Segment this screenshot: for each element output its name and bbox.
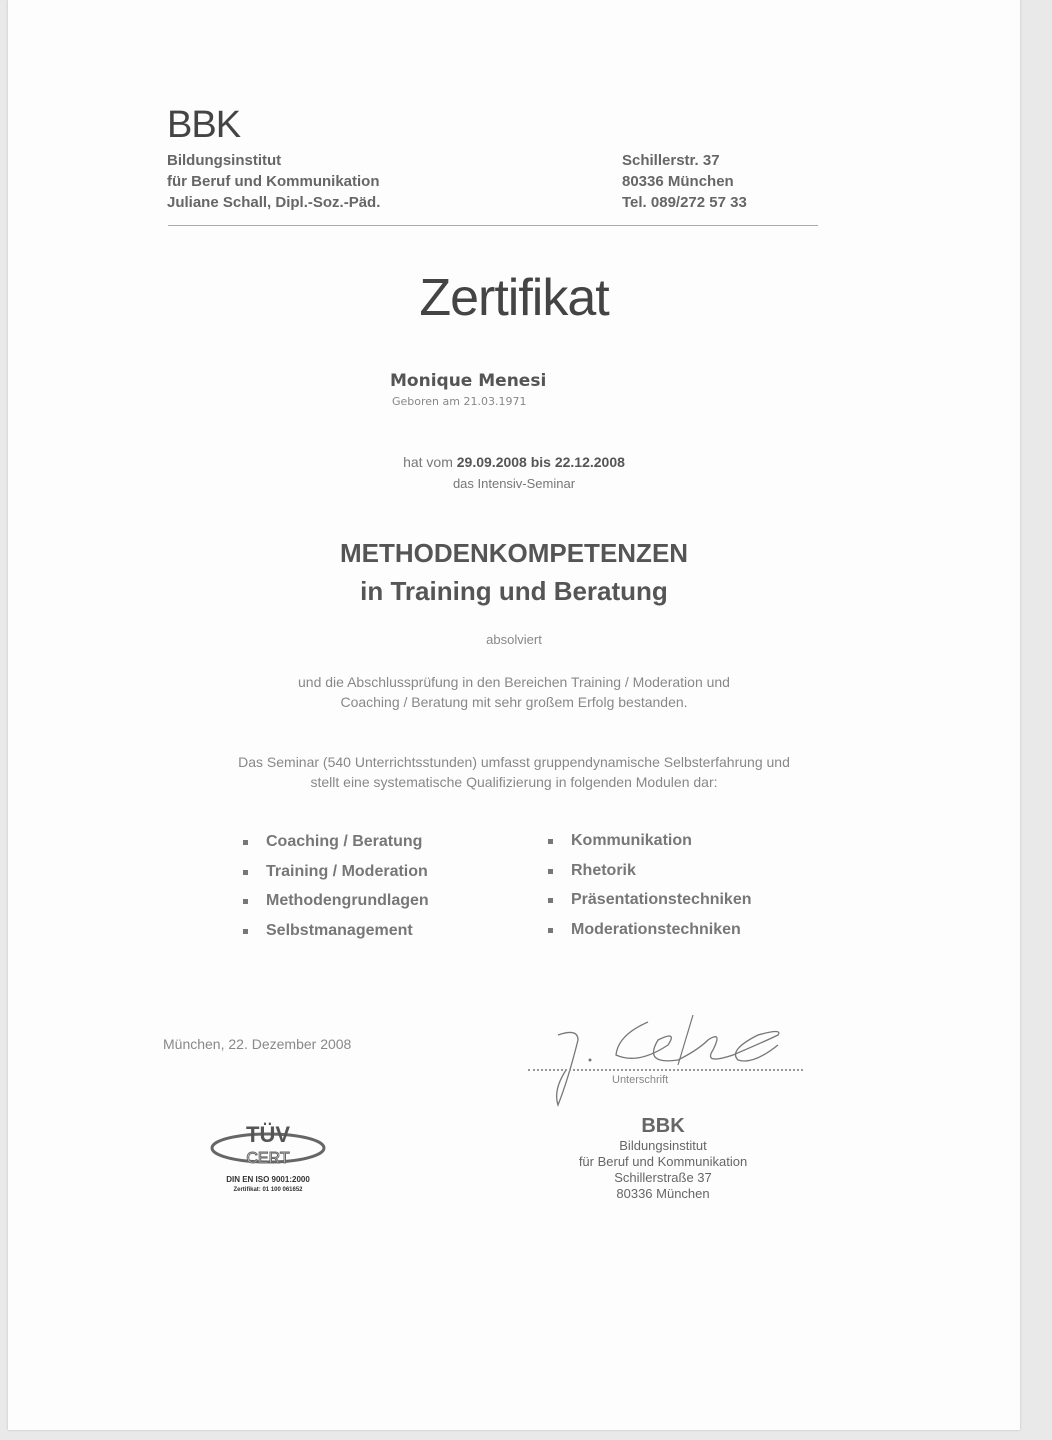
module-item	[548, 921, 752, 951]
signature	[538, 1010, 798, 1110]
module-item	[548, 891, 752, 921]
module-label: Coaching / Beratung	[266, 833, 423, 850]
recipient-name: Monique Menesi	[390, 371, 547, 391]
iso-norm: DIN EN ISO 9001:2000	[226, 1175, 310, 1184]
modules-left-list	[243, 833, 429, 951]
institute-line: für Beruf und Kommunikation	[167, 173, 380, 190]
bullet-icon	[243, 899, 248, 904]
text-line: stellt eine systematische Qualifizierung in folgenden Modulen dar:	[310, 774, 718, 790]
place-date: München, 22. Dezember 2008	[163, 1036, 352, 1052]
institute-stamp	[548, 1114, 778, 1202]
module-item	[548, 862, 752, 892]
stamp-line: für Beruf und Kommunikation	[578, 1154, 748, 1169]
bullet-icon	[548, 839, 553, 844]
tuv-cert-number: Zertifikat: 01 100 061652	[233, 1187, 303, 1193]
stamp-line: Bildungsinstitut	[619, 1138, 707, 1153]
header-divider	[168, 225, 818, 226]
bullet-icon	[243, 870, 248, 875]
module-item	[243, 892, 429, 922]
module-label: Selbstmanagement	[266, 921, 413, 939]
course-title: METHODENKOMPETENZEN	[339, 538, 689, 568]
institute-line: Juliane Schall, Dipl.-Soz.-Päd.	[167, 194, 381, 211]
text-line: und die Abschlussprüfung in den Bereichen Training / Moderation und	[298, 674, 730, 690]
exam-text	[8, 672, 1020, 712]
text-line: Coaching / Beratung mit sehr großem Erfolg bestanden.	[340, 694, 688, 710]
bullet-icon	[548, 898, 553, 903]
certificate-title: Zertifikat	[419, 269, 609, 327]
module-item	[243, 863, 429, 893]
completed-text: absolviert	[486, 632, 542, 647]
signature-line	[528, 1069, 803, 1071]
certificate-page	[8, 0, 1020, 1430]
seminar-text	[8, 752, 1020, 792]
period-dates: 29.09.2008 bis 22.12.2008	[456, 454, 625, 470]
tuv-cert-logo	[198, 1118, 338, 1193]
signature-label: Unterschrift	[612, 1074, 669, 1086]
module-label: Präsentationstechniken	[571, 891, 752, 908]
address-line: Tel. 089/272 57 33	[622, 194, 747, 211]
seminar-type: das Intensiv-Seminar	[452, 476, 576, 491]
module-label: Rhetorik	[571, 861, 636, 879]
text-line: Das Seminar (540 Unterrichtsstunden) umfasst gruppendynamische Selbsterfahrung und	[238, 754, 790, 770]
address-line: 80336 München	[622, 173, 734, 190]
bullet-icon	[243, 840, 248, 845]
module-label: Kommunikation	[571, 832, 692, 849]
recipient-birthdate: Geboren am 21.03.1971	[392, 395, 527, 408]
period-line	[8, 454, 1020, 470]
stamp-line: Schillerstraße 37	[614, 1170, 712, 1185]
modules-right-list	[548, 832, 752, 950]
stamp-line: 80336 München	[616, 1186, 710, 1201]
module-item	[243, 922, 429, 952]
bullet-icon	[548, 869, 553, 874]
module-label: Training / Moderation	[266, 862, 428, 880]
course-subtitle: in Training und Beratung	[360, 576, 668, 606]
svg-text:CERT: CERT	[246, 1150, 290, 1167]
bullet-icon	[243, 929, 248, 934]
tuv-logo-graphic	[208, 1118, 328, 1170]
module-item	[243, 833, 429, 863]
module-label: Moderationstechniken	[571, 920, 741, 938]
stamp-name: BBK	[641, 1115, 685, 1137]
institute-block	[167, 150, 380, 213]
address-block	[622, 150, 747, 213]
bbk-logo: BBK	[167, 104, 241, 146]
bullet-icon	[548, 928, 553, 933]
module-label: Methodengrundlagen	[266, 892, 429, 909]
address-line: Schillerstr. 37	[622, 152, 720, 169]
institute-line: Bildungsinstitut	[167, 152, 282, 169]
svg-text:TÜV: TÜV	[246, 1122, 290, 1147]
module-item	[548, 832, 752, 862]
period-prefix: hat vom	[403, 454, 453, 470]
